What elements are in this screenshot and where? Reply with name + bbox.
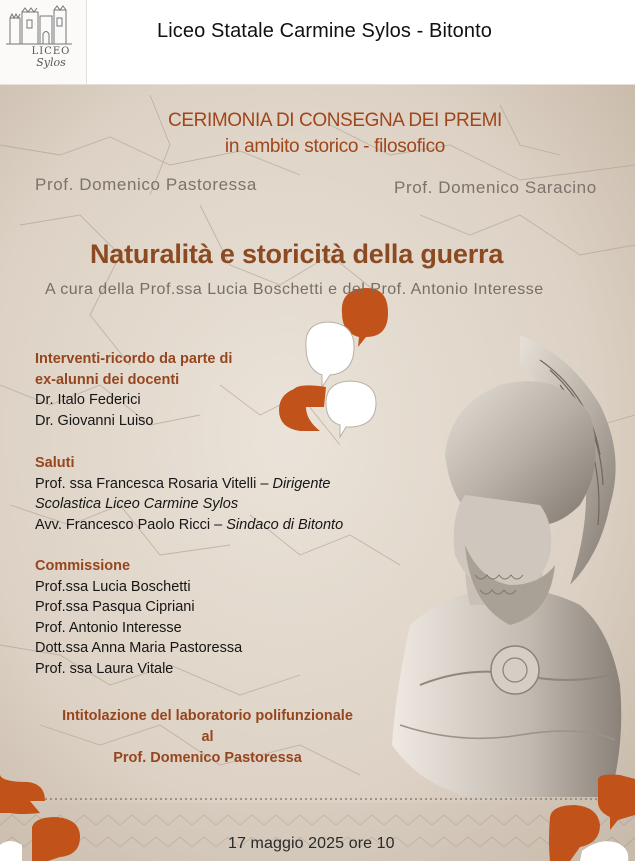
saluti-person: Prof. ssa Francesca Rosaria Vitelli – <box>35 475 273 492</box>
saluti-line-2 <box>35 494 343 515</box>
saluti-person: Avv. Francesco Paolo Ricci – <box>35 516 227 533</box>
saluti-role: Sindaco di Bitonto <box>226 516 344 533</box>
castle-icon <box>0 0 86 50</box>
site-header <box>0 0 635 85</box>
commissione-member: Prof.ssa Pasqua Cipriani <box>35 599 195 616</box>
school-name: Liceo Statale Carmine Sylos - Bitonto <box>157 20 492 42</box>
school-logo[interactable] <box>0 0 87 84</box>
curators-line: A cura della Prof.ssa Lucia Boschetti e del Prof. Antonio Interesse <box>45 281 544 298</box>
commissione-member: Dott.ssa Anna Maria Pastoressa <box>35 640 243 657</box>
interventi-name: Dr. Giovanni Luiso <box>35 412 154 429</box>
interventi-heading-1: Interventi-ricordo da parte di <box>35 351 233 367</box>
saluti-role: Dirigente <box>272 475 331 492</box>
saluti-heading: Saluti <box>35 455 75 471</box>
interventi-section <box>35 349 232 431</box>
intitolazione-section <box>35 706 380 769</box>
intitolazione-line-3: Prof. Domenico Pastoressa <box>113 750 302 766</box>
logo-wordmark <box>26 46 76 68</box>
intitolazione-line-1: Intitolazione del laboratorio polifunzionale <box>62 708 353 724</box>
event-date: 17 maggio 2025 ore 10 <box>228 835 395 852</box>
commissione-member: Prof.ssa Lucia Boschetti <box>35 578 191 595</box>
saluti-line-3 <box>35 515 343 536</box>
logo-line-sylos: Sylos <box>36 56 66 69</box>
honoree-right: Prof. Domenico Saracino <box>394 178 597 197</box>
saluti-line-1 <box>35 474 343 495</box>
commissione-member: Prof. Antonio Interesse <box>35 619 182 636</box>
commissione-heading: Commissione <box>35 558 131 574</box>
event-poster <box>0 85 635 861</box>
interventi-name: Dr. Italo Federici <box>35 392 141 409</box>
interventi-heading-2: ex-alunni dei docenti <box>35 371 180 388</box>
intitolazione-line-2: al <box>201 729 214 745</box>
logo-line-liceo: LICEO <box>31 46 71 57</box>
ceremony-subtitle: in ambito storico - filosofico <box>224 136 446 157</box>
ceremony-title: CERIMONIA DI CONSEGNA DEI PREMI <box>168 110 502 131</box>
event-main-title: Naturalità e storicità della guerra <box>90 239 504 269</box>
commissione-section <box>35 556 242 680</box>
commissione-member: Prof. ssa Laura Vitale <box>35 660 174 677</box>
saluti-role: Scolastica Liceo Carmine Sylos <box>35 496 239 513</box>
honoree-left: Prof. Domenico Pastoressa <box>35 175 257 194</box>
saluti-section <box>35 453 343 535</box>
